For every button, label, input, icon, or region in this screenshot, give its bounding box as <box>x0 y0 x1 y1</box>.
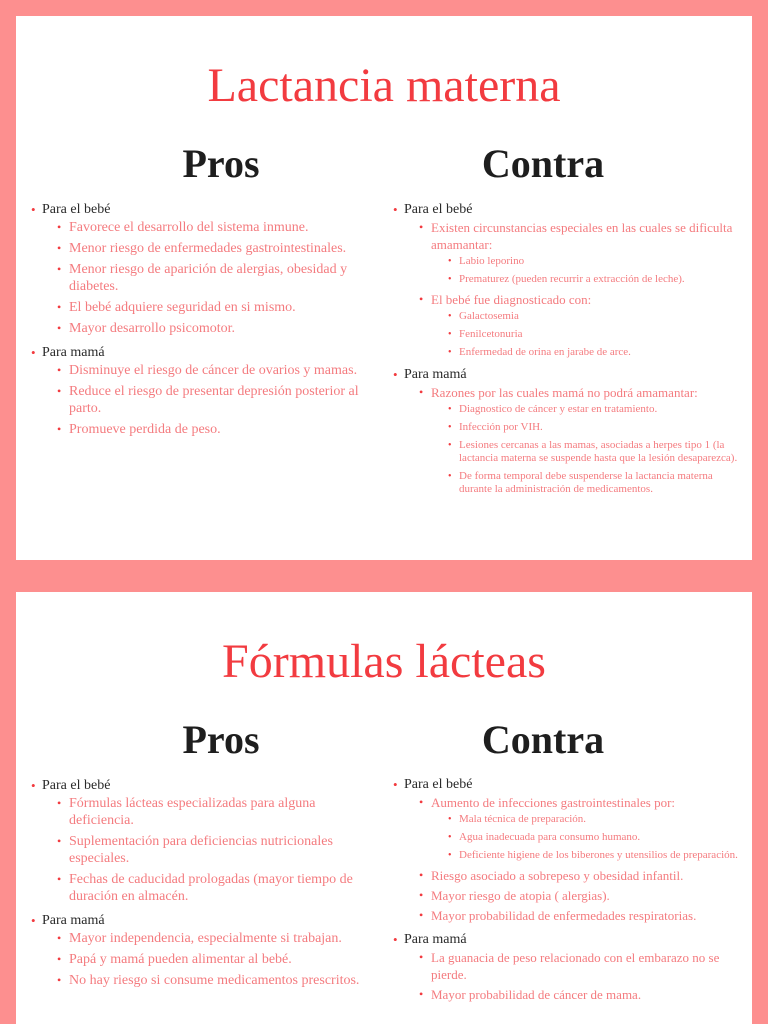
detail-item: • Infección por VIH. <box>431 421 739 434</box>
item-text: Menor riesgo de enfermedades gastrointestinales. <box>69 241 347 256</box>
contra-column <box>394 201 739 503</box>
group-item <box>32 344 377 438</box>
detail-item: • Labio leporino <box>431 255 739 268</box>
list-item <box>404 384 739 496</box>
list-item <box>42 795 377 829</box>
sub-list <box>404 219 739 359</box>
group-label: Para el bebé <box>42 202 111 217</box>
group-label: Para mamá <box>404 367 467 382</box>
list-item <box>42 871 377 905</box>
detail-list <box>431 310 739 359</box>
group-item <box>32 912 377 989</box>
list-item <box>42 930 377 947</box>
sub-list <box>42 930 377 989</box>
item-text: Reduce el riesgo de presentar depresión posterior al parto. <box>69 384 359 416</box>
item-text: Menor riesgo de aparición de alergias, obesidad y diabetes. <box>69 262 348 294</box>
item-text: La guanacia de peso relacionado con el embarazo no se pierde. <box>431 950 720 982</box>
item-text: Mayor probabilidad de cáncer de mama. <box>431 987 642 1002</box>
list-item <box>404 907 739 924</box>
contra-heading: Contra <box>481 717 605 762</box>
item-text: Fechas de caducidad prologadas (mayor tiempo de duración en almacén. <box>69 872 353 904</box>
item-text: Mayor riesgo de atopia ( alergias). <box>431 888 610 903</box>
item-text: Existen circunstancias especiales en las cuales se dificulta amamantar: <box>431 220 733 252</box>
bullet-list <box>32 201 377 438</box>
detail-item: • De forma temporal debe suspenderse la lactancia materna durante la administración de medicamentos. <box>431 470 739 496</box>
sub-list <box>42 219 377 337</box>
item-text: Suplementación para deficiencias nutricionales especiales. <box>69 834 333 866</box>
detail-item: • Mala técnica de preparación. <box>431 813 739 826</box>
group-label: Para mamá <box>404 932 467 947</box>
contra-heading: Contra <box>481 141 605 186</box>
list-item <box>42 972 377 989</box>
detail-item: • Agua inadecuada para consumo humano. <box>431 831 739 844</box>
pros-column <box>32 777 377 996</box>
list-item <box>42 951 377 968</box>
item-text: Mayor desarrollo psicomotor. <box>69 321 236 336</box>
detail-list <box>431 403 739 496</box>
group-label: Para el bebé <box>404 202 473 217</box>
list-item <box>404 949 739 983</box>
list-item <box>42 421 377 438</box>
item-text: Disminuye el riesgo de cáncer de ovarios y mamas. <box>69 363 358 378</box>
list-item <box>42 219 377 236</box>
list-item <box>42 833 377 867</box>
list-item <box>42 299 377 316</box>
list-item <box>42 362 377 379</box>
detail-item: • Diagnostico de cáncer y estar en tratamiento. <box>431 403 739 416</box>
detail-list <box>431 255 739 286</box>
sub-list <box>42 795 377 905</box>
detail-item: • Prematurez (pueden recurrir a extracción de leche). <box>431 273 739 286</box>
pros-heading: Pros <box>182 141 260 186</box>
group-item <box>394 366 739 496</box>
item-text: El bebé fue diagnosticado con: <box>431 292 592 307</box>
list-item <box>42 383 377 417</box>
sub-list <box>404 949 739 1003</box>
list-item <box>42 240 377 257</box>
group-item <box>394 931 739 1003</box>
slide-title: Fórmulas lácteas <box>222 635 546 688</box>
sub-list <box>42 362 377 438</box>
detail-item: • Deficiente higiene de los biberones y utensilios de preparación. <box>431 849 739 862</box>
detail-list <box>431 813 739 862</box>
item-text: El bebé adquiere seguridad en si mismo. <box>69 300 296 315</box>
bullet-list <box>32 777 377 989</box>
detail-item: • Fenilcetonuria <box>431 328 739 341</box>
list-item <box>404 986 739 1003</box>
item-text: Favorece el desarrollo del sistema inmune. <box>69 220 309 235</box>
bullet-list <box>394 776 739 1003</box>
item-text: Papá y mamá pueden alimentar al bebé. <box>69 952 292 967</box>
pros-heading: Pros <box>182 717 260 762</box>
detail-item: • Enfermedad de orina en jarabe de arce. <box>431 346 739 359</box>
sub-list <box>404 384 739 496</box>
item-text: Promueve perdida de peso. <box>69 422 221 437</box>
pros-column <box>32 201 377 445</box>
slide-formulas-lacteas <box>16 592 752 1024</box>
contra-column <box>394 776 739 1010</box>
sub-list <box>404 794 739 924</box>
group-label: Para el bebé <box>404 777 473 792</box>
list-item <box>404 219 739 286</box>
item-text: Fórmulas lácteas especializadas para alguna deficiencia. <box>69 796 316 828</box>
bullet-list <box>394 201 739 496</box>
slide-title: Lactancia materna <box>207 59 561 112</box>
group-item <box>394 776 739 924</box>
list-item <box>404 887 739 904</box>
item-text: Mayor independencia, especialmente si trabajan. <box>69 931 342 946</box>
slide-lactancia-materna <box>16 16 752 560</box>
detail-item: • Galactosemia <box>431 310 739 323</box>
group-label: Para mamá <box>42 345 105 360</box>
item-text: Mayor probabilidad de enfermedades respiratorias. <box>431 908 697 923</box>
list-item <box>42 261 377 295</box>
group-item <box>394 201 739 359</box>
item-text: Aumento de infecciones gastrointestinales por: <box>431 795 676 810</box>
group-item <box>32 201 377 337</box>
group-label: Para el bebé <box>42 778 111 793</box>
list-item <box>404 291 739 359</box>
list-item <box>404 794 739 862</box>
list-item <box>404 867 739 884</box>
item-text: No hay riesgo si consume medicamentos prescritos. <box>69 973 360 988</box>
group-item <box>32 777 377 905</box>
detail-item: • Lesiones cercanas a las mamas, asociadas a herpes tipo 1 (la lactancia materna se suspende hasta que la lesión desaparezca). <box>431 439 739 465</box>
item-text: Riesgo asociado a sobrepeso y obesidad infantil. <box>431 868 684 883</box>
list-item <box>42 320 377 337</box>
item-text: Razones por las cuales mamá no podrá amamantar: <box>431 385 698 400</box>
group-label: Para mamá <box>42 913 105 928</box>
